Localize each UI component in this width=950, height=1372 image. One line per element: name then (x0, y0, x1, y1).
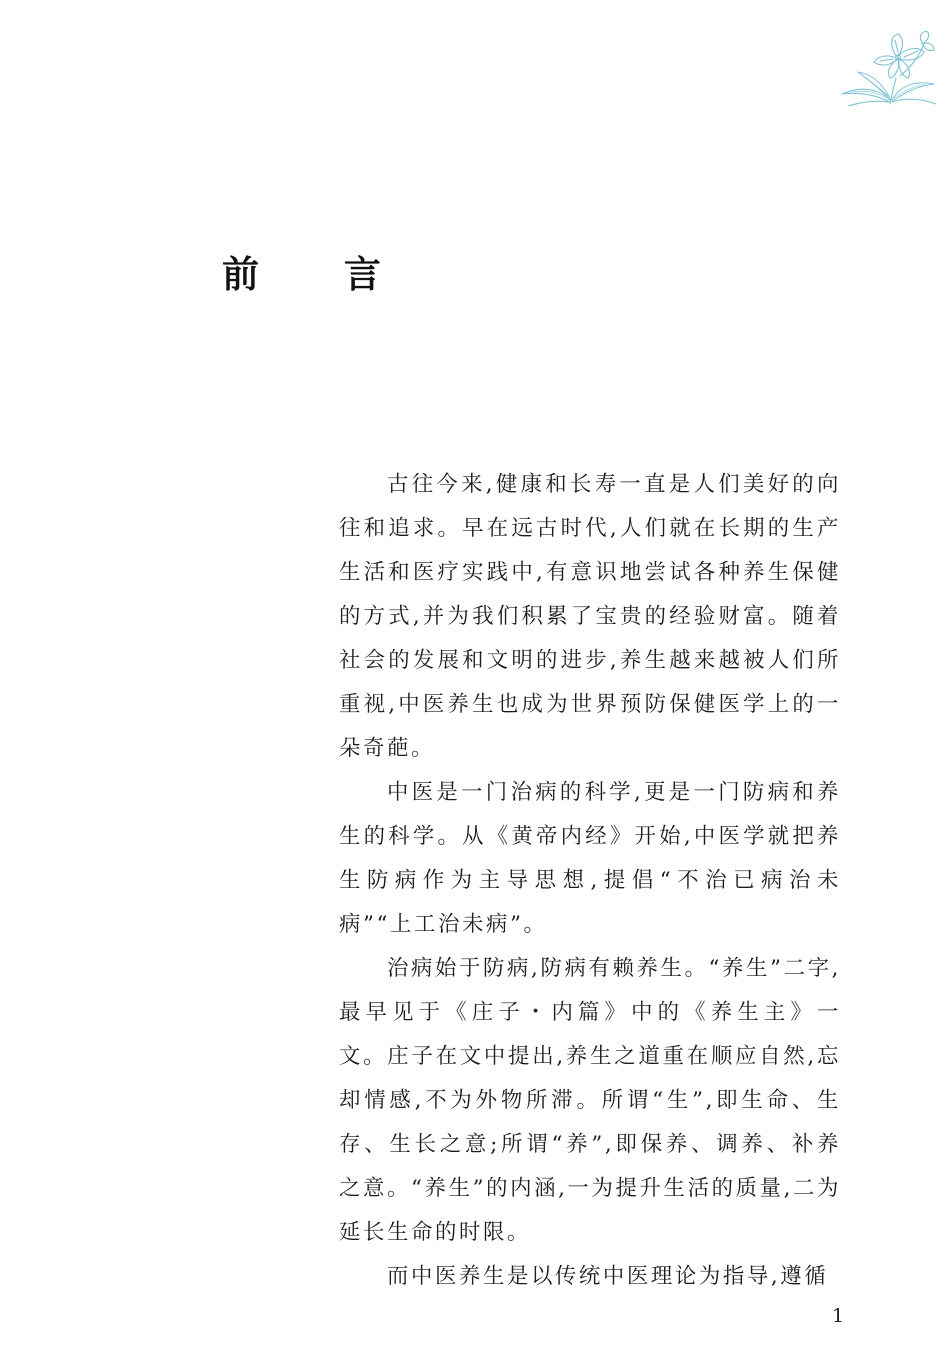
paragraph: 中医是一门治病的科学,更是一门防病和养生的科学。从《黄帝内经》开始,中医学就把养生防病作为主导思想,提倡“不治已病治未病”“上工治未病”。 (339, 780, 841, 937)
paragraph: 古往今来,健康和长寿一直是人们美好的向往和追求。早在远古时代,人们就在长期的生产生活和医疗实践中,有意识地尝试各种养生保健的方式,并为我们积累了宝贵的经验财富。随着社会的发展和文明的进步,养生越来越被人们所重视,中医养生也成为世界预防保健医学上的一朵奇葩。 (339, 472, 841, 761)
paragraph: 而中医养生是以传统中医理论为指导,遵循 (387, 1264, 829, 1289)
paragraph: 治病始于防病,防病有赖养生。“养生”二字,最早见于《庄子・内篇》中的《养生主》一文。庄子在文中提出,养生之道重在顺应自然,忘却情感,不为外物所滞。所谓“生”,即生命、生存、生长之意;所谓“养”,即保养、调养、补养之意。“养生”的内涵,一为提升生活的质量,二为延长生命的时限。 (339, 956, 841, 1245)
orchid-flower-icon (838, 28, 938, 106)
page-title: 前 言 (222, 253, 417, 296)
body-text (339, 463, 841, 1299)
page-number: 1 (831, 1305, 845, 1327)
